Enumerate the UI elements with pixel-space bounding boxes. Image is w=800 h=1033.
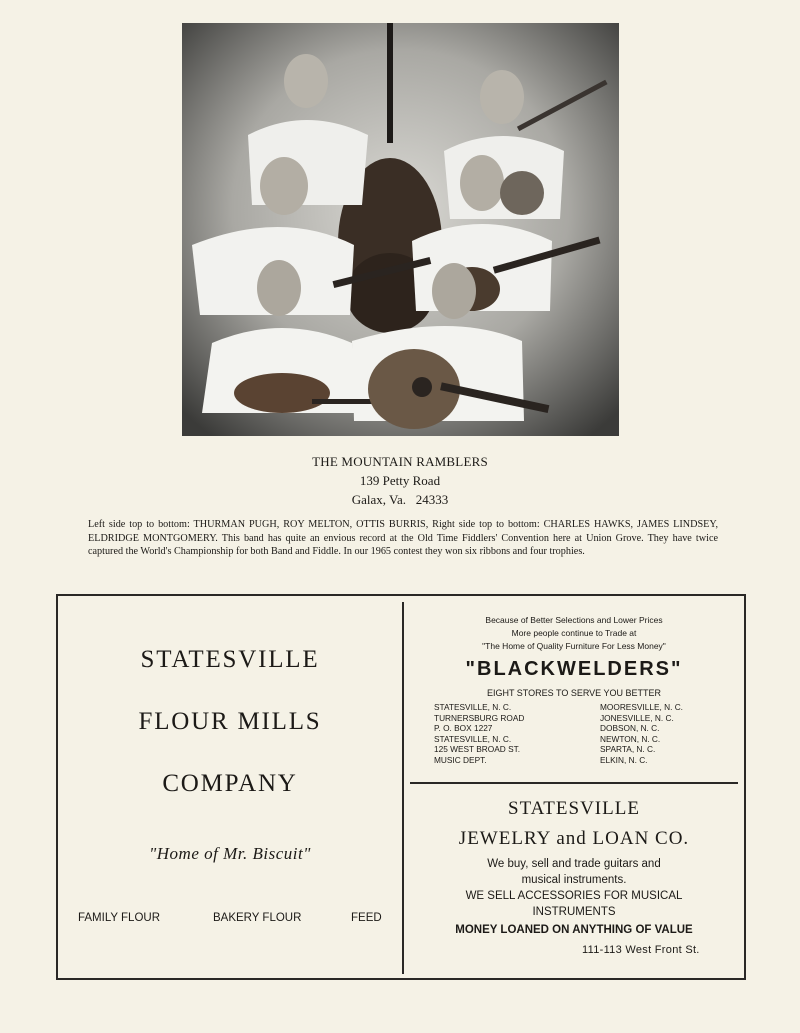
location-item: JONESVILLE, N. C.	[600, 712, 674, 723]
location-item: STATESVILLE, N. C.	[434, 702, 512, 712]
band-street: 139 Petty Road	[359, 473, 441, 488]
flour-mills-ad	[58, 596, 402, 978]
band-photo	[182, 23, 619, 436]
jewelry-loan-ad	[404, 784, 744, 978]
location-item: NEWTON, N. C.	[600, 733, 661, 744]
flour-ad-line3: COMPANY	[162, 770, 298, 797]
band-city: Galax, Va. 24333	[351, 492, 449, 507]
product-feed: FEED	[351, 912, 382, 924]
jewelry-ad-text1: We buy, sell and trade guitars and	[487, 858, 661, 870]
location-item: MUSIC DEPT.	[434, 754, 487, 765]
blackwelders-ad	[404, 596, 744, 782]
band-name: THE MOUNTAIN RAMBLERS	[312, 454, 488, 469]
locations-left	[434, 702, 524, 766]
location-item: DOBSON, N. C.	[600, 723, 660, 734]
blackwelders-intro3: "The Home of Quality Furniture For Less Money"	[482, 641, 666, 651]
advertisements	[56, 594, 746, 980]
blackwelders-stores: EIGHT STORES TO SERVE YOU BETTER	[486, 688, 662, 698]
jewelry-ad-address: 111-113 West Front St.	[582, 944, 700, 956]
product-family-flour: FAMILY FLOUR	[78, 912, 161, 924]
product-bakery-flour: BAKERY FLOUR	[213, 912, 302, 924]
jewelry-ad-text3: WE SELL ACCESSORIES FOR MUSICAL	[465, 890, 683, 902]
location-item: 125 WEST BROAD ST.	[434, 744, 521, 755]
location-item: TURNERSBURG ROAD	[434, 712, 525, 723]
jewelry-ad-text4: INSTRUMENTS	[532, 906, 616, 918]
blackwelders-intro1: Because of Better Selections and Lower Prices	[485, 615, 663, 625]
flour-ad-line2: FLOUR MILLS	[138, 708, 322, 735]
flour-ad-slogan: "Home of Mr. Biscuit"	[149, 844, 311, 863]
locations-right	[600, 702, 683, 766]
band-info	[0, 452, 800, 509]
blackwelders-intro2: More people continue to Trade at	[511, 628, 637, 638]
jewelry-ad-money: MONEY LOANED ON ANYTHING OF VALUE	[455, 924, 693, 936]
blackwelders-name: "BLACKWELDERS"	[465, 658, 683, 680]
location-item: SPARTA, N. C.	[600, 744, 656, 755]
flour-ad-line1: STATESVILLE	[140, 646, 320, 673]
location-item: MOORESVILLE, N. C.	[600, 702, 683, 712]
location-item: P. O. BOX 1227	[434, 723, 493, 734]
location-item: STATESVILLE, N. C.	[434, 733, 512, 744]
location-item: ELKIN, N. C.	[600, 754, 648, 765]
band-caption: Left side top to bottom: THURMAN PUGH, ROY MELTON, OTTIS BURRIS, Right side top to bottom: CHARLES HAWKS, JAMES LINDSEY, ELDRIDGE MONTGOMERY. This band has quite an envious record at the Old Time Fiddlers' Convention here at Union Grove. They have twice captured the World's Championship for both Band and Fiddle. In our 1965 contest they won six ribbons and four trophies.	[88, 519, 718, 558]
jewelry-ad-text2: musical instruments.	[521, 874, 627, 886]
jewelry-ad-line1: STATESVILLE	[508, 798, 640, 819]
jewelry-ad-line2: JEWELRY and LOAN CO.	[458, 828, 690, 849]
